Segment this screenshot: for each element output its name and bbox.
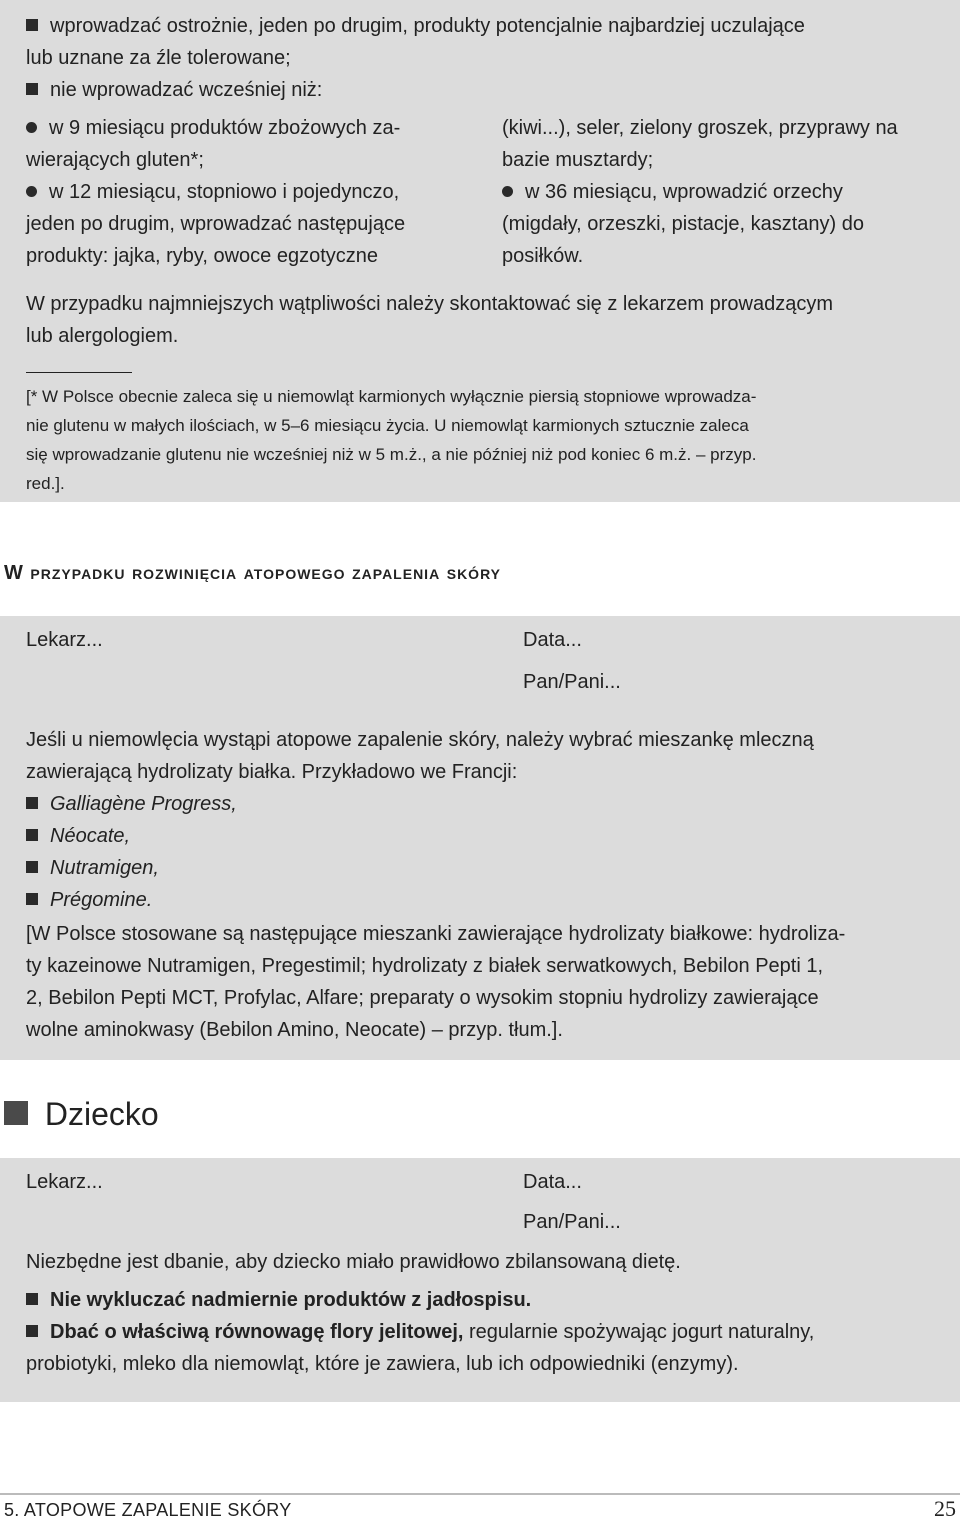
date-field: Data...	[523, 629, 582, 651]
text-line: wierających gluten*;	[26, 149, 204, 171]
footer-divider	[0, 1493, 960, 1495]
footnote-text: red.].	[26, 474, 65, 493]
list-item: nie wprowadzać wcześniej niż:	[26, 74, 322, 106]
list-item: wprowadzać ostrożnie, jeden po drugim, produkty potencjalnie najbardziej uczulające	[26, 10, 805, 42]
patient-field: Pan/Pani...	[523, 671, 621, 693]
text-line: bazie musztardy;	[502, 149, 654, 171]
page-number: 25	[934, 1496, 956, 1521]
footnote-text: się wprowadzanie glutenu nie wcześniej niż w 5 m.ż., a nie później niż pod koniec 6 m.ż. – przyp.	[26, 445, 757, 464]
list-item: Néocate,	[26, 820, 130, 852]
text-line: 2, Bebilon Pepti MCT, Profylac, Alfare; preparaty o wysokim stopniu hydrolizy zawierające	[26, 987, 819, 1009]
text-line: [W Polsce stosowane są następujące mieszanki zawierające hydrolizaty białkowe: hydroliza-	[26, 923, 846, 945]
square-bullet-icon	[26, 19, 38, 31]
square-bullet-icon	[26, 893, 38, 905]
child-box	[0, 1158, 960, 1402]
section-title: Dziecko	[4, 1096, 159, 1133]
advice-text: lub alergologiem.	[26, 325, 179, 347]
atopic-dermatitis-box	[0, 616, 960, 1060]
section-heading: W przypadku rozwinięcia atopowego zapalenia skóry	[4, 562, 501, 584]
footnote-text: [* W Polsce obecnie zaleca się u niemowląt karmionych wyłącznie piersią stopniowe wprowadza-	[26, 387, 757, 406]
round-bullet-icon	[26, 186, 37, 197]
list-item: Prégomine.	[26, 884, 152, 916]
list-item: Nie wykluczać nadmiernie produktów z jadłospisu.	[26, 1284, 531, 1316]
text-line: Jeśli u niemowlęcia wystąpi atopowe zapalenie skóry, należy wybrać mieszankę mleczną	[26, 729, 814, 751]
text-line: wolne aminokwasy (Bebilon Amino, Neocate) – przyp. tłum.].	[26, 1019, 563, 1041]
text-line: Niezbędne jest dbanie, aby dziecko miało prawidłowo zbilansowaną dietę.	[26, 1251, 681, 1273]
square-bullet-icon	[26, 829, 38, 841]
footnote-text: nie glutenu w małych ilościach, w 5–6 miesiącu życia. U niemowląt karmionych sztucznie zaleca	[26, 416, 749, 435]
date-field: Data...	[523, 1171, 582, 1193]
square-bullet-icon	[26, 797, 38, 809]
text-line: (kiwi...), seler, zielony groszek, przyprawy na	[502, 117, 898, 139]
text-line: zawierającą hydrolizaty białka. Przykładowo we Francji:	[26, 761, 518, 783]
list-item: Galliagène Progress,	[26, 788, 237, 820]
square-bullet-icon	[26, 83, 38, 95]
footer-chapter: 5. ATOPOWE ZAPALENIE SKÓRY	[4, 1500, 292, 1520]
list-item: Dbać o właściwą równowagę flory jelitowej, regularnie spożywając jogurt naturalny,	[26, 1316, 814, 1348]
doctor-field: Lekarz...	[26, 629, 103, 651]
text-line: jeden po drugim, wprowadzać następujące	[26, 213, 406, 235]
square-bullet-icon	[26, 1293, 38, 1305]
footnote-separator	[26, 372, 132, 373]
list-item-cont: lub uznane za źle tolerowane;	[26, 47, 291, 69]
text-line: posiłków.	[502, 245, 584, 267]
text-line: (migdały, orzeszki, pistacje, kasztany) do	[502, 213, 864, 235]
list-item: Nutramigen,	[26, 852, 159, 884]
text-line: produkty: jajka, ryby, owoce egzotyczne	[26, 245, 379, 267]
advice-text: W przypadku najmniejszych wątpliwości należy skontaktować się z lekarzem prowadzącym	[26, 293, 833, 315]
doctor-field: Lekarz...	[26, 1171, 103, 1193]
list-item: w 36 miesiącu, wprowadzić orzechy	[502, 176, 843, 208]
square-bullet-icon	[26, 1325, 38, 1337]
round-bullet-icon	[26, 122, 37, 133]
square-bullet-icon	[26, 861, 38, 873]
patient-field: Pan/Pani...	[523, 1211, 621, 1233]
list-item: w 12 miesiącu, stopniowo i pojedynczo,	[26, 176, 399, 208]
round-bullet-icon	[502, 186, 513, 197]
list-item: w 9 miesiącu produktów zbożowych za-	[26, 112, 400, 144]
square-marker-icon	[4, 1101, 28, 1125]
text-line: probiotyki, mleko dla niemowląt, które je zawiera, lub ich odpowiedniki (enzymy).	[26, 1353, 739, 1375]
text-line: ty kazeinowe Nutramigen, Pregestimil; hydrolizaty z białek serwatkowych, Bebilon Pepti 1,	[26, 955, 824, 977]
diet-advice-box	[0, 0, 960, 502]
